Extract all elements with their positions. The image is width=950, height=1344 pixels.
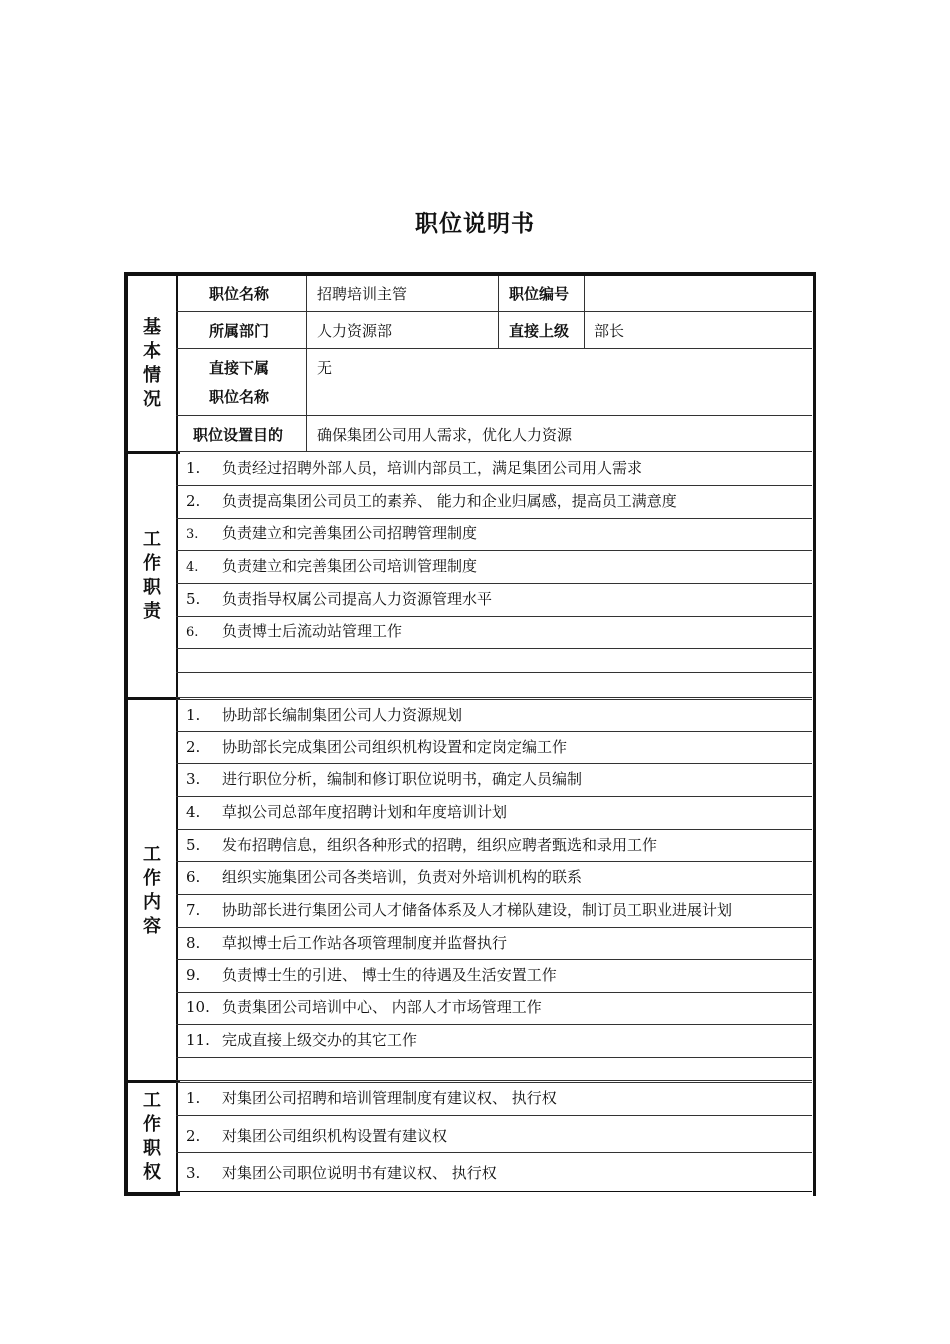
content-item: 9. 负责博士生的引进、 博士生的待遇及生活安置工作: [186, 966, 557, 984]
section-separator: [124, 697, 180, 700]
section-separator: [124, 451, 180, 454]
duty-item: 2. 负责提高集团公司员工的素养、 能力和企业归属感，提高员工满意度: [186, 492, 677, 510]
duty-item: 4. 负责建立和完善集团公司培训管理制度: [186, 557, 478, 575]
purpose-label: 职位设置目的: [193, 426, 284, 444]
content-item: 11. 完成直接上级交办的其它工作: [186, 1031, 418, 1049]
content-item: 1. 协助部长编制集团公司人力资源规划: [186, 706, 463, 724]
content-item: 8. 草拟博士后工作站各项管理制度并监督执行: [186, 934, 508, 952]
superior-label: 直接上级: [509, 322, 570, 340]
document-title: 职位说明书: [415, 211, 535, 237]
section-label-basic: 基 本 情 况: [143, 316, 161, 410]
content-item: 2. 协助部长完成集团公司组织机构设置和定岗定编工作: [186, 738, 568, 756]
position-code-label: 职位编号: [509, 285, 570, 303]
authority-item: 1. 对集团公司招聘和培训管理制度有建议权、 执行权: [186, 1089, 557, 1107]
duty-item: 3. 负责建立和完善集团公司招聘管理制度: [186, 524, 478, 542]
department-label: 所属部门: [209, 322, 270, 340]
duty-item: 6. 负责博士后流动站管理工作: [186, 622, 403, 640]
department-value: 人力资源部: [317, 322, 393, 340]
duty-item: 1. 负责经过招聘外部人员，培训内部员工，满足集团公司用人需求: [186, 459, 643, 477]
subordinate-value: 无: [317, 359, 333, 377]
superior-value: 部长: [594, 322, 625, 340]
section-separator: [124, 1080, 180, 1083]
subordinate-label: 直接下属 职位名称: [209, 359, 270, 406]
authority-item: 2. 对集团公司组织机构设置有建议权: [186, 1127, 448, 1145]
duty-item: 5. 负责指导权属公司提高人力资源管理水平: [186, 590, 493, 608]
purpose-value: 确保集团公司用人需求，优化人力资源: [317, 426, 573, 444]
content-item: 10. 负责集团公司培训中心、 内部人才市场管理工作: [186, 998, 542, 1016]
section-label-content: 工 作 内 容: [143, 844, 161, 937]
section-label-authority: 工 作 职 权: [143, 1090, 161, 1183]
content-item: 7. 协助部长进行集团公司人才储备体系及人才梯队建设，制订员工职业进展计划: [186, 901, 733, 919]
content-item: 6. 组织实施集团公司各类培训，负责对外培训机构的联系: [186, 868, 583, 886]
section-label-duties: 工 作 职 责: [143, 529, 161, 622]
content-item: 5. 发布招聘信息，组织各种形式的招聘，组织应聘者甄选和录用工作: [186, 836, 658, 854]
authority-item: 3. 对集团公司职位说明书有建议权、 执行权: [186, 1164, 497, 1182]
position-name-value: 招聘培训主管: [317, 285, 408, 303]
content-item: 4. 草拟公司总部年度招聘计划和年度培训计划: [186, 803, 508, 821]
position-name-label: 职位名称: [209, 285, 270, 303]
content-item: 3. 进行职位分析，编制和修订职位说明书，确定人员编制: [186, 770, 583, 788]
